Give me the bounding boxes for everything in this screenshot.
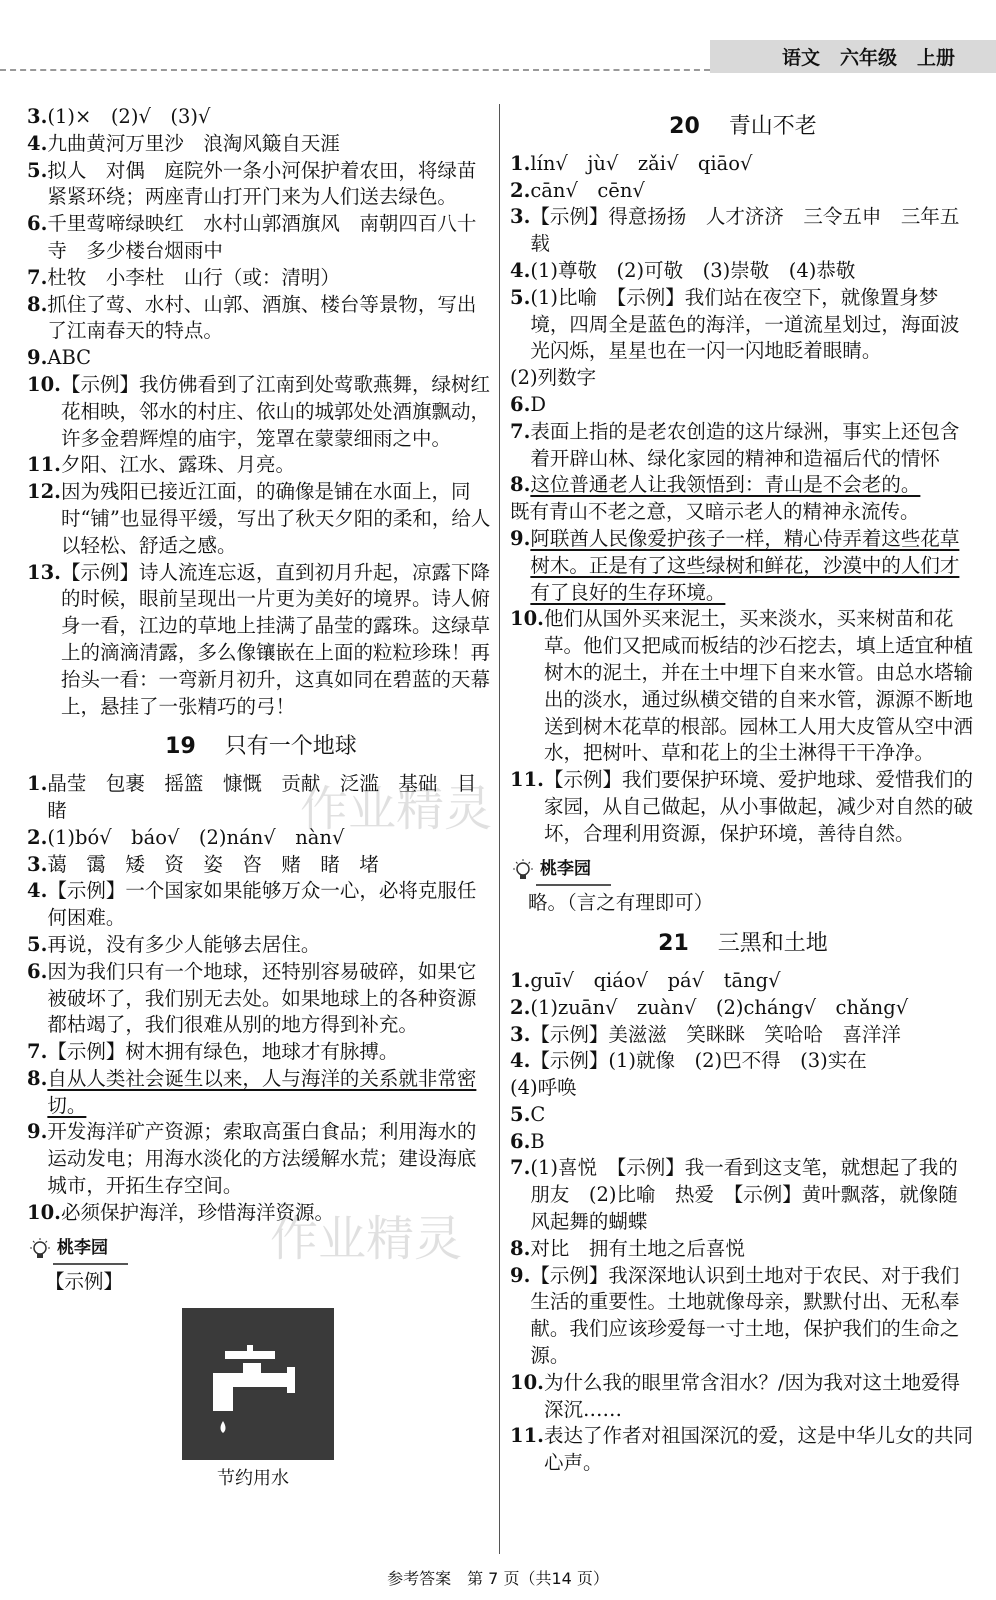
- answer-text: 自从人类社会诞生以来，人与海洋的关系就非常密切。: [47, 1066, 477, 1117]
- answer-item: [27, 560, 495, 721]
- answer-number: 12.: [27, 480, 61, 504]
- answer-text: 对比 拥有土地之后喜悦: [530, 1236, 745, 1260]
- answer-text: 【示例】诗人流连忘返，直到初月升起，凉露下降的时候，眼前呈现出一片更为美好的境界。诗人俯身一看，江边的草地上挂满了晶莹的露珠。这绿草上的滴滴清露，多么像镶嵌在上面的粒粒珍珠！再抬头一看：一弯新月初升，这真如同在碧蓝的天幕上，悬挂了一张精巧的弓！: [60, 560, 490, 718]
- answer-number: 5.: [27, 932, 48, 956]
- answer-item: [27, 211, 495, 265]
- answer-number: 11.: [510, 768, 544, 792]
- answer-number: 4.: [510, 258, 531, 282]
- answer-number: 1.: [510, 968, 531, 992]
- answer-number: 8.: [27, 292, 48, 316]
- answer-number: 6.: [27, 212, 48, 236]
- answer-text: 【示例】一个国家如果能够万众一心，必将克服任何困难。: [47, 879, 477, 930]
- answer-text: 【示例】美滋滋 笑眯眯 笑哈哈 喜洋洋: [530, 1022, 901, 1046]
- answer-text: 【示例】得意扬扬 人才济济 三令五申 三年五载: [530, 205, 960, 256]
- answer-number: 5.: [510, 285, 531, 309]
- answer-text: 九曲黄河万里沙 浪淘风簸自天涯: [47, 131, 340, 155]
- header-volume: 上册: [917, 47, 956, 69]
- water-faucet-icon: [203, 1329, 313, 1439]
- right-answers-a: [510, 151, 976, 848]
- answer-text: 表达了作者对祖国深沉的爱，这是中华儿女的共同心声。: [543, 1424, 973, 1475]
- answer-number: 4.: [27, 131, 48, 155]
- answer-number: 3.: [27, 105, 48, 128]
- answer-number: 5.: [510, 1102, 531, 1126]
- answer-text: cān√ cēn√: [530, 178, 645, 202]
- answer-number: 9.: [510, 1263, 531, 1287]
- right-answers-b: [510, 968, 976, 1477]
- answer-item: [510, 767, 976, 847]
- lightbulb-icon: [510, 858, 536, 884]
- answer-text: 这位普通老人让我领悟到：青山是不会老的。: [530, 473, 921, 497]
- answer-text: 开发海洋矿产资源；索取高蛋白食品；利用海水的运动发电；用海水淡化的方法缓解水荒；建设海底城市，开拓生存空间。: [47, 1120, 477, 1198]
- column-divider: [499, 104, 500, 1554]
- answer-item: [27, 852, 495, 879]
- answer-number: 9.: [27, 1120, 48, 1144]
- answer-text: 抓住了莺、水村、山郭、酒旗、楼台等景物，写出了江南春天的特点。: [47, 292, 477, 343]
- answer-text: 他们从国外买来泥土，买来淡水，买来树苗和花草。他们又把咸而板结的沙石挖去，填上适宜种植树木的泥土，并在土中埋下自来水管。由总水塔输出的淡水，通过纵横交错的自来水管，源源不断地送到树木花草的根部。园林工人用大皮管从空中洒水，把树叶、草和花上的尘土淋得干干净净。: [543, 607, 973, 765]
- answer-number: 7.: [510, 419, 531, 443]
- right-column: [510, 104, 976, 1477]
- answer-text: lín√ jù√ zǎi√ qiāo√: [530, 151, 753, 175]
- section-21-title: [510, 931, 976, 958]
- answer-text: (4)呼唤: [510, 1076, 577, 1100]
- answer-item: [27, 452, 495, 479]
- answer-item: [27, 1039, 495, 1066]
- answer-item: [510, 526, 976, 606]
- section-number: 21: [658, 931, 689, 957]
- answer-text: 【示例】我仿佛看到了江南到处莺歌燕舞，绿树红花相映，邻水的村庄、依山的城郭处处酒旗飘动，许多金碧辉煌的庙宇，笼罩在蒙蒙细雨之中。: [60, 372, 490, 450]
- page-footer: 参考答案 第 7 页（共14 页）: [387, 1569, 609, 1588]
- answer-text: (1)比喻 【示例】我们站在夜空下，就像置身梦境，四周全是蓝色的海洋，一道流星划过，海面波光闪烁，星星也在一闪一闪地眨着眼睛。: [530, 285, 960, 363]
- section-title: 青山不老: [728, 114, 817, 139]
- answer-text: (1)× (2)√ (3)√: [47, 105, 211, 128]
- answer-item: [27, 479, 495, 559]
- answer-number: 1.: [27, 772, 48, 796]
- answer-number: 2.: [27, 825, 48, 849]
- section-20-title: [510, 114, 976, 141]
- answer-item: [27, 158, 495, 212]
- answer-text: (1)喜悦 【示例】我一看到这支笔，就想起了我的朋友 (2)比喻 热爱 【示例】黄叶飘落，就像随风起舞的蝴蝶: [530, 1156, 958, 1234]
- answer-item: [27, 932, 495, 959]
- answer-item: [510, 178, 976, 205]
- answer-number: 8.: [510, 473, 531, 497]
- answer-text: 因为我们只有一个地球，还特别容易破碎，如果它被破坏了，我们别无去处。如果地球上的各种资源都枯竭了，我们很难从别的地方得到补充。: [47, 959, 477, 1037]
- answer-item: [510, 1022, 976, 1049]
- answer-text: 杜牧 小李杜 山行（或：清明）: [47, 265, 340, 289]
- answer-number: 10.: [27, 372, 61, 396]
- answer-text: C: [530, 1102, 546, 1126]
- left-answers-a: [27, 104, 495, 720]
- answer-item: [510, 392, 976, 419]
- answer-item: [27, 959, 495, 1039]
- section-19-title: [27, 734, 495, 761]
- answer-text: (2)列数字: [510, 366, 597, 390]
- answer-item: [510, 499, 976, 526]
- header-subject: 语文: [782, 47, 821, 69]
- answer-number: 6.: [510, 1129, 531, 1153]
- watermark: 作业精灵: [300, 781, 493, 837]
- taoliyuan-text: 略。（言之有理即可）: [528, 891, 714, 915]
- answer-number: 6.: [510, 392, 531, 416]
- answer-item: [510, 1129, 976, 1156]
- answer-number: 13.: [27, 560, 61, 584]
- answer-number: 3.: [510, 1022, 531, 1046]
- answer-item: [510, 472, 976, 499]
- answer-item: [510, 1102, 976, 1129]
- answer-number: 3.: [27, 852, 48, 876]
- answer-text: 【示例】我深深地认识到土地对于农民、对于我们生活的重要性。土地就像母亲，默默付出、无私奉献。我们应该珍爱每一寸土地，保护我们的生命之源。: [530, 1263, 960, 1368]
- answer-number: 11.: [510, 1424, 544, 1448]
- answer-item: [27, 1066, 495, 1120]
- answer-item: [510, 1236, 976, 1263]
- answer-item: [27, 878, 495, 932]
- answer-text: 因为残阳已接近江面，的确像是铺在水面上，同时“铺”也显得平缓，写出了秋天夕阳的柔和，给人以轻松、舒适之感。: [60, 480, 491, 557]
- answer-item: [27, 265, 495, 292]
- answer-number: 3.: [510, 205, 531, 229]
- page-header: [710, 40, 996, 73]
- answer-item: [510, 204, 976, 258]
- answer-number: 9.: [510, 526, 531, 550]
- answer-item: [27, 131, 495, 158]
- answer-number: 4.: [27, 879, 48, 903]
- answer-number: 6.: [27, 959, 48, 983]
- answer-text: 晶莹 包裹 摇篮 慷慨 贡献 泛滥 基础 目睹: [47, 772, 477, 822]
- section-title: 三黑和土地: [717, 931, 828, 957]
- answer-text: B: [530, 1129, 545, 1153]
- answer-item: [510, 258, 976, 285]
- answer-number: 2.: [510, 995, 531, 1019]
- answer-number: 5.: [27, 158, 48, 182]
- taoliyuan-box: [510, 856, 976, 887]
- lightbulb-icon: [27, 1237, 53, 1263]
- answer-text: 夕阳、江水、露珠、月亮。: [60, 453, 295, 477]
- answer-text: 阿联酋人民像爱护孩子一样，精心侍弄着这些花草树木。正是有了这些绿树和鲜花，沙漠中的人们才有了良好的生存环境。: [530, 526, 960, 604]
- answer-text: (1)尊敬 (2)可敬 (3)崇敬 (4)恭敬: [530, 258, 856, 282]
- answer-item: [510, 1048, 976, 1075]
- answer-number: 11.: [27, 453, 61, 477]
- header-dashed-rule: [0, 69, 710, 71]
- answer-number: 8.: [27, 1066, 48, 1090]
- answer-item: [27, 345, 495, 372]
- taoliyuan-tag: 桃李园: [53, 1235, 128, 1266]
- taoliyuan-text: 【示例】: [45, 1270, 124, 1294]
- answer-item: [510, 995, 976, 1022]
- answer-number: 7.: [27, 265, 48, 289]
- answer-text: guī√ qiáo√ pá√ tāng√: [530, 968, 781, 992]
- answer-text: ABC: [47, 346, 92, 370]
- answer-text: 【示例】我们要保护环境、爱护地球、爱惜我们的家园，从自己做起，从小事做起，减少对自然的破坏，合理利用资源，保护环境，善待自然。: [543, 768, 973, 845]
- answer-number: 7.: [510, 1156, 531, 1180]
- section-number: 20: [669, 114, 700, 139]
- taoliyuan-tag: 桃李园: [536, 856, 611, 887]
- answer-text: 表面上指的是老农创造的这片绿洲，事实上还包含着开辟山林、绿化家园的精神和造福后代的情怀: [530, 419, 960, 470]
- answer-item: [27, 292, 495, 346]
- answer-text: 【示例】(1)就像 (2)巴不得 (3)实在: [530, 1049, 867, 1073]
- answer-text: 拟人 对偶 庭院外一条小河保护着农田，将绿苗紧紧环绕；两座青山打开门来为人们送去绿色。: [47, 158, 477, 209]
- water-saving-image: [182, 1308, 334, 1460]
- answer-item: [27, 372, 495, 452]
- answer-text: 蔼 霭 矮 资 姿 咨 赌 睹 堵: [47, 852, 379, 876]
- answer-item: [27, 104, 495, 131]
- answer-item: [510, 285, 976, 365]
- answer-item: [27, 1119, 495, 1199]
- answer-item: [510, 151, 976, 178]
- answer-number: 1.: [510, 151, 531, 175]
- answer-item: [510, 1155, 976, 1235]
- answer-text: D: [530, 392, 546, 416]
- answer-text: 千里莺啼绿映红 水村山郭酒旗风 南朝四百八十寺 多少楼台烟雨中: [47, 212, 477, 262]
- answer-number: 10.: [510, 607, 544, 631]
- answer-number: 10.: [27, 1200, 61, 1224]
- answer-item: [510, 1263, 976, 1370]
- image-caption: 节约用水: [217, 1468, 289, 1490]
- answer-item: [510, 419, 976, 473]
- answer-text: 必须保护海洋，珍惜海洋资源。: [60, 1200, 334, 1224]
- answer-number: 7.: [27, 1040, 48, 1064]
- watermark: 作业精灵: [270, 1211, 463, 1267]
- answer-number: 9.: [27, 346, 48, 370]
- answer-text: 为什么我的眼里常含泪水？/因为我对这土地爱得深沉……: [543, 1370, 961, 1421]
- answer-text: (1)zuān√ zuàn√ (2)cháng√ chǎng√: [530, 995, 909, 1019]
- section-number: 19: [165, 734, 196, 760]
- answer-text: (1)bó√ báo√ (2)nán√ nàn√: [47, 825, 345, 849]
- header-grade: 六年级: [840, 47, 898, 69]
- answer-number: 8.: [510, 1236, 531, 1260]
- answer-number: 2.: [510, 178, 531, 202]
- answer-item: [510, 1075, 976, 1102]
- answer-number: 4.: [510, 1049, 531, 1073]
- section-title: 只有一个地球: [224, 734, 357, 760]
- answer-text: 【示例】树木拥有绿色，地球才有脉搏。: [47, 1040, 399, 1064]
- answer-number: 10.: [510, 1370, 544, 1394]
- left-answers-b: [27, 771, 495, 1227]
- answer-item: [510, 1370, 976, 1424]
- answer-item: [510, 1423, 976, 1477]
- answer-item: [510, 606, 976, 767]
- answer-text: 再说，没有多少人能够去居住。: [47, 932, 321, 956]
- answer-text: 既有青山不老之意，又暗示老人的精神永流传。: [510, 500, 920, 524]
- answer-item: [510, 365, 976, 392]
- answer-item: [510, 968, 976, 995]
